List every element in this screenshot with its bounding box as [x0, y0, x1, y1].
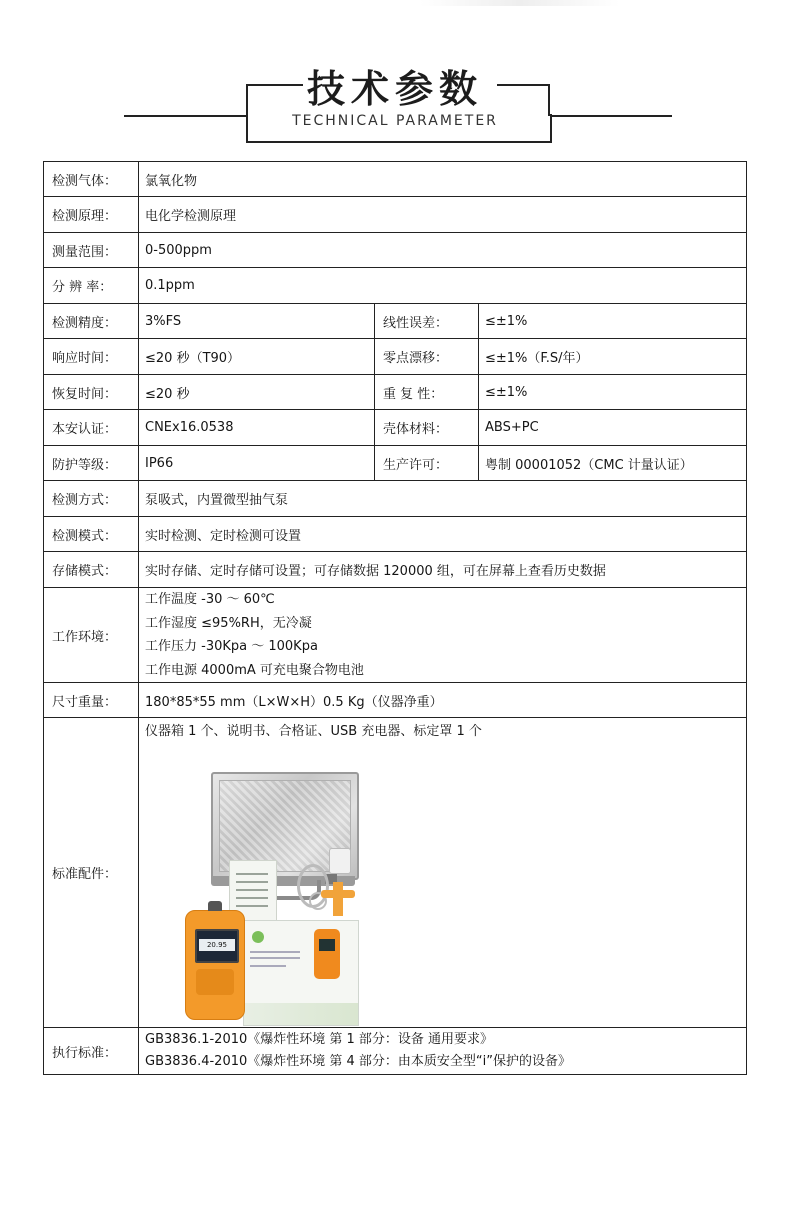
spec-label: 检测模式： [44, 517, 139, 552]
detector-screen-reading: 20.95 [199, 939, 235, 951]
spec-label: 恢复时间： [44, 375, 139, 410]
environment-line: 工作温度 -30 ～ 60℃ [145, 592, 275, 607]
table-row [44, 197, 747, 233]
page-subtitle: TECHNICAL PARAMETER [292, 113, 498, 129]
spec-label: 执行标准： [44, 1028, 139, 1075]
table-row [44, 552, 747, 588]
calibration-cap-stem [333, 882, 343, 916]
accessories-list: 仪器箱 1 个、说明书、合格证、USB 充电器、标定罩 1 个 [145, 724, 482, 739]
table-row [44, 410, 747, 446]
spec-value-secondary: 粤制 00001052（CMC 计量认证） [479, 446, 747, 481]
spec-label: 存储模式： [44, 552, 139, 588]
spec-value: CNEx16.0538 [139, 410, 375, 446]
spec-label: 分 辨 率： [44, 268, 139, 304]
spec-value: 实时存储、定时存储可设置；可存储数据 120000 组，可在屏幕上查看历史数据 [139, 552, 747, 588]
spec-label: 防护等级： [44, 446, 139, 481]
accessories-cell [139, 718, 747, 1028]
spec-value: ≤20 秒（T90） [139, 339, 375, 375]
spec-label-secondary: 壳体材料： [375, 410, 479, 446]
usb-charger-image [329, 848, 351, 874]
gas-detector-image [185, 910, 245, 1020]
spec-value: 0-500ppm [139, 233, 747, 268]
top-divider-fade [420, 0, 620, 6]
spec-value: IP66 [139, 446, 375, 481]
spec-value: 180*85*55 mm（L×W×H）0.5 Kg（仪器净重） [139, 683, 747, 718]
spec-table [43, 161, 747, 1075]
spec-value: 电化学检测原理 [139, 197, 747, 233]
section-header [0, 0, 790, 160]
spec-label: 检测方式： [44, 481, 139, 517]
table-row-standards [44, 1028, 747, 1075]
table-row [44, 339, 747, 375]
table-row [44, 162, 747, 197]
spec-value: ≤20 秒 [139, 375, 375, 410]
spec-label: 测量范围： [44, 233, 139, 268]
spec-value: 0.1ppm [139, 268, 747, 304]
environment-values [139, 588, 747, 683]
table-row [44, 446, 747, 481]
page-title: 技术参数 [306, 67, 483, 111]
spec-value: 泵吸式，内置微型抽气泵 [139, 481, 747, 517]
environment-line: 工作压力 -30Kpa ～ 100Kpa [145, 639, 318, 654]
spec-label-secondary: 生产许可： [375, 446, 479, 481]
spec-label: 响应时间： [44, 339, 139, 375]
table-row-size [44, 683, 747, 718]
spec-value-secondary: ≤±1% [479, 375, 747, 410]
environment-line: 工作湿度 ≤95%RH，无冷凝 [145, 615, 312, 631]
spec-value: 氯氧化物 [139, 162, 747, 197]
standards-values [139, 1028, 747, 1075]
spec-label: 检测气体： [44, 162, 139, 197]
spec-label: 本安认证： [44, 410, 139, 446]
spec-label: 标准配件： [44, 718, 139, 1028]
user-manual-image [243, 920, 359, 1026]
table-row [44, 233, 747, 268]
spec-value-secondary: ABS+PC [479, 410, 747, 446]
spec-label: 工作环境： [44, 588, 139, 683]
table-row-accessories [44, 718, 747, 1028]
table-row [44, 375, 747, 410]
table-row-environment [44, 588, 747, 683]
table-row [44, 268, 747, 304]
accessories-photo [145, 742, 705, 1027]
spec-label: 检测精度： [44, 304, 139, 339]
standard-line: GB3836.1-2010《爆炸性环境 第 1 部分：设备 通用要求》 [145, 1032, 494, 1047]
table-row [44, 517, 747, 552]
standard-line: GB3836.4-2010《爆炸性环境 第 4 部分：由本质安全型“i”保护的设备》 [145, 1054, 572, 1069]
spec-label-secondary: 重 复 性： [375, 375, 479, 410]
spec-label-secondary: 线性误差： [375, 304, 479, 339]
spec-value: 3%FS [139, 304, 375, 339]
spec-label: 检测原理： [44, 197, 139, 233]
spec-value-secondary: ≤±1%（F.S/年） [479, 339, 747, 375]
table-row [44, 481, 747, 517]
table-row [44, 304, 747, 339]
spec-value-secondary: ≤±1% [479, 304, 747, 339]
spec-label-secondary: 零点漂移： [375, 339, 479, 375]
environment-line: 工作电源 4000mA 可充电聚合物电池 [145, 662, 364, 678]
spec-value: 实时检测、定时检测可设置 [139, 517, 747, 552]
spec-label: 尺寸重量： [44, 683, 139, 718]
